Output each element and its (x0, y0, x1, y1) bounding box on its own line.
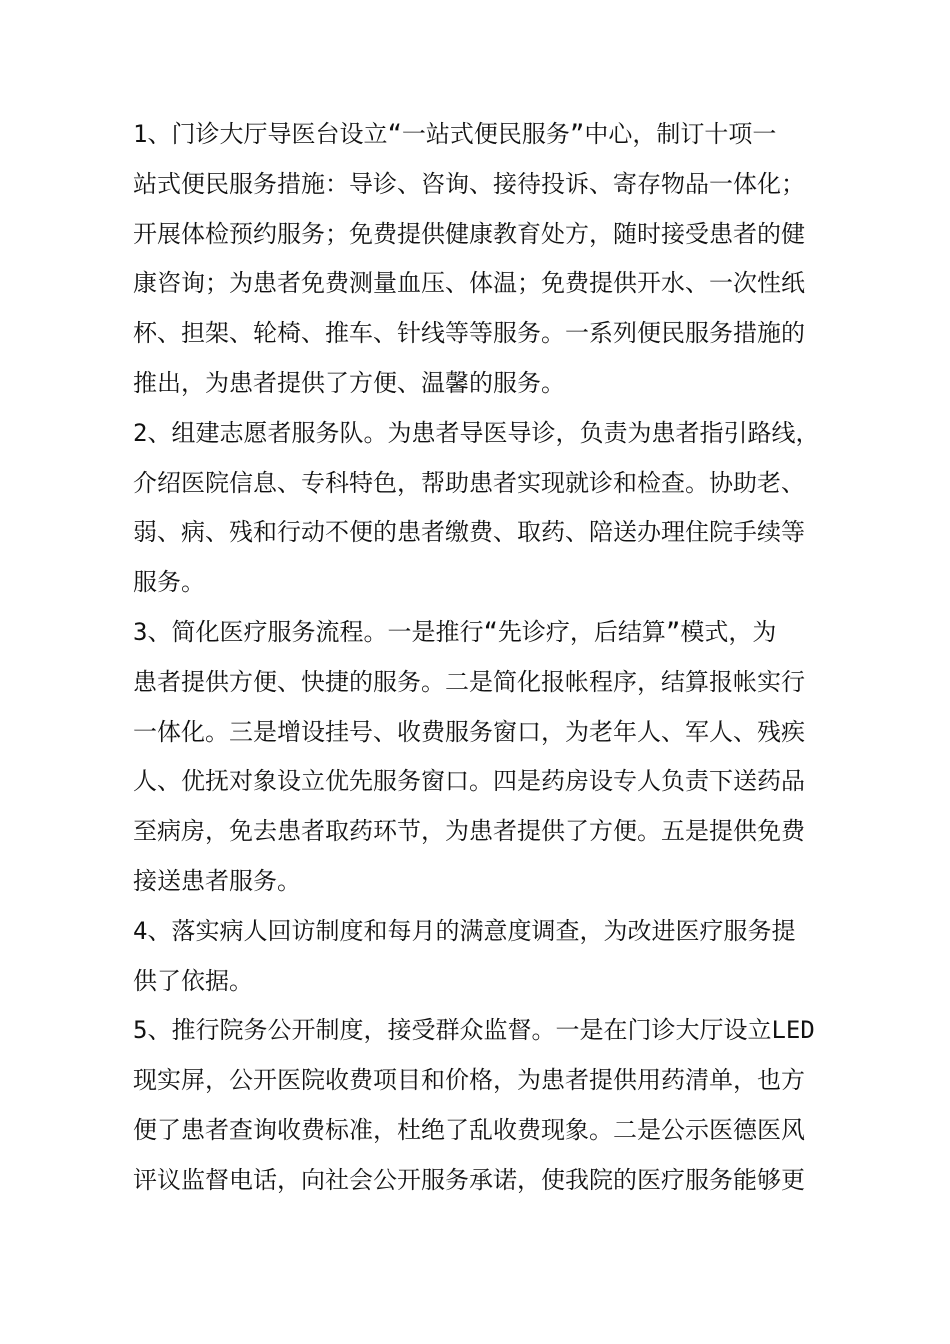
text-line: 介绍医院信息、专科特色，帮助患者实现就诊和检查。协助老、 (133, 468, 805, 497)
text-line: 一体化。三是增设挂号、收费服务窗口，为老年人、军人、残疾 (133, 717, 805, 746)
paragraph-3 (133, 608, 823, 907)
text-line: 杯、担架、轮椅、推车、针线等等服务。一系列便民服务措施的 (133, 319, 805, 348)
text-line: 开展体检预约服务；免费提供健康教育处方，随时接受患者的健 (133, 219, 805, 248)
paragraph-5 (133, 1006, 823, 1205)
text-line: 供了依据。 (133, 966, 253, 995)
text-line: 人、优抚对象设立优先服务窗口。四是药房设专人负责下送药品 (133, 767, 805, 796)
paragraph-2 (133, 409, 823, 608)
text-line: 接送患者服务。 (133, 866, 301, 895)
text-line: 推出，为患者提供了方便、温馨的服务。 (133, 368, 565, 397)
text-line: 至病房，免去患者取药环节，为患者提供了方便。五是提供免费 (133, 817, 805, 846)
text-line: 服务。 (133, 568, 205, 597)
text-line: 评议监督电话，向社会公开服务承诺，使我院的医疗服务能够更 (133, 1165, 805, 1194)
text-line: 4、落实病人回访制度和每月的满意度调查，为改进医疗服务提 (133, 916, 796, 945)
text-line: 康咨询；为患者免费测量血压、体温；免费提供开水、一次性纸 (133, 269, 805, 298)
paragraph-1 (133, 110, 823, 409)
text-line: 便了患者查询收费标准，杜绝了乱收费现象。二是公示医德医风 (133, 1115, 805, 1144)
text-line: 患者提供方便、快捷的服务。二是简化报帐程序，结算报帐实行 (133, 667, 805, 696)
text-line: 现实屏，公开医院收费项目和价格，为患者提供用药清单，也方 (133, 1066, 805, 1095)
text-line: 弱、病、残和行动不便的患者缴费、取药、陪送办理住院手续等 (133, 518, 805, 547)
text-line: 站式便民服务措施：导诊、咨询、接待投诉、寄存物品一体化； (133, 169, 805, 198)
paragraph-4 (133, 907, 823, 1007)
text-line: 3、简化医疗服务流程。一是推行“先诊疗，后结算”模式，为 (133, 617, 777, 646)
text-line: 2、组建志愿者服务队。为患者导医导诊，负责为患者指引路线， (133, 418, 820, 447)
text-line: 5、推行院务公开制度，接受群众监督。一是在门诊大厅设立LED (133, 1016, 815, 1045)
document-body (133, 110, 823, 1206)
text-line: 1、门诊大厅导医台设立“一站式便民服务”中心，制订十项一 (133, 120, 777, 148)
